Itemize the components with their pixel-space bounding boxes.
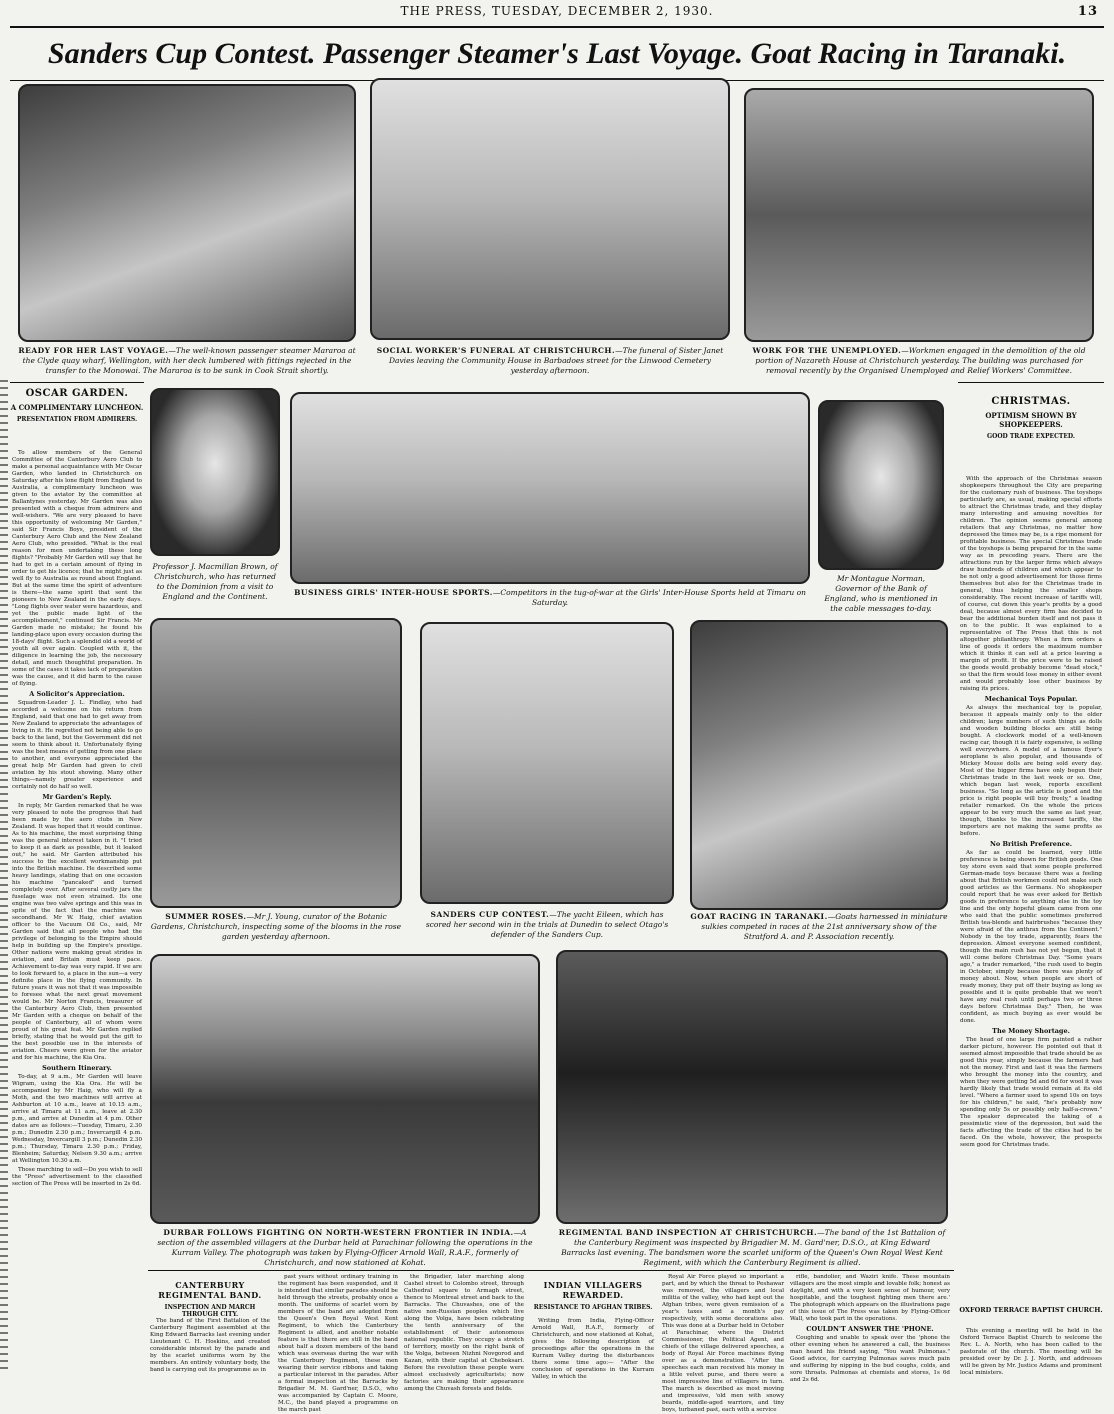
oscar-subtitle: A COMPLIMENTARY LUNCHEON.: [10, 403, 144, 412]
christmas-subtitle-2: GOOD TRADE EXPECTED.: [986, 433, 1076, 440]
goat-photo: [690, 620, 948, 910]
india-article-heading: [530, 1280, 656, 1311]
india-article-paragraph-3: rifle, bandolier, and Waziri knife. These mountain villagers are the most simple and lovable folk; honest as daylight, and with a very keen sense of humour, very hospitable, and the toughest fighting men there are.' The photograph which appears on the illustrations page of this issue of The Press was taken by Flying-Officer Wall, who took part in the operations.: [790, 1274, 950, 1322]
oxford-title: OXFORD TERRACE BAPTIST CHURCH.: [959, 1306, 1103, 1314]
india-article-paragraph-2: Royal Air Force played so important a part, and by which the threat to Peshawar was removed, the villagers and local militia of the valley, who had kept out the Afghan tribes, were given remission of a year's taxes and a month's pay respectively, with some decorations also. This was done at a Durbar held in October at Parachinar, where the District Commissioner, the Political Agent, and chiefs of the village delivered speeches, a body of Royal Air Force machines flying over as a demonstration. "After the speeches each man received his money in a little velvet purse, and there were a most impressive line of villagers in turn. The march is described as most moving and impressive, 'old men with snowy beards, middle-aged warriors, and tiny boys, turbaned past, each with a service: [662, 1274, 784, 1413]
oscar-paragraph-3: In reply, Mr Garden remarked that he was very pleased to note the progress that had been made by the aero clubs in New Zealand. It was hoped that it would continue. As to his machine, the most surprising thing was the general interest taken in it. "I tried to keep it as dark as possible, but it leaked out," he said. Mr Garden attributed his success to the excellent workmanship put into the British machine. He described some heavy landings, stating that on one occasion his machine "pancaked" and turned completely over. After several costly jars the fuselage was not even strained. Its one engine was two valve springs and this was in spite of the fact that the machine was secondhand. Mr W. Haig, chief aviation officer to the Vacuum Oil Co., said, Mr Garden said that all people who had the privilege of belonging to the Empire should help in building up the Empire's prestige. Other nations were making great strides in aviation, and Britain must keep pace. Achievement to-day was very rapid. If we are to look forward to, a place in the sun—a very definite place in the flying community. In future years it was not that it was impossible to foresee what the next great movement would be. Mr Norton Francis, treasurer of the Canterbury Aero Club, then presented Mr Garden with a cheque on behalf of the people of Canterbury, all of whom were proud of his great feat. Mr Garden replied briefly, stating that he would put the gift to the best possible use in the interests of aviation. Cheers were given for the aviator and for his machine, the Kia Ora.: [12, 803, 142, 1061]
roses-caption-title: SUMMER ROSES.: [165, 912, 247, 921]
band-article-subtitle: INSPECTION AND MARCH THROUGH CITY.: [164, 1304, 256, 1318]
band-article-heading: [148, 1280, 272, 1318]
right-column-rule: [958, 382, 1104, 383]
christmas-paragraph-2: As always the mechanical toy is popular, because it appeals mainly only to the older children; large numbers of such things as dolls and wooden building blocks are still being bought. A clockwork model of a well-known racing car, though it is fairly expensive, is selling well everywhere. A model of a famous flyer's aeroplane is also popular, and thousands of Mickey Mouse dolls are being sold every day. Most of the bigger firms have only begun their Christmas trade in the last week or so. One, which began last week, reports excellent business. "So long as the article is good and the price is right people will buy freely," a leading retailer remarked. On the whole the prices appear to be very much the same as last year, though, thanks to the increased tariffs, the importers are not making the same profits as before.: [960, 705, 1102, 837]
yacht-caption-title: SANDERS CUP CONTEST.: [430, 910, 550, 919]
india-article-paragraph-1: Writing from India, Flying-Officer Arnold Wall, R.A.F., formerly of Christchurch, and now stationed at Kohat, gives the following description of proceedings after the operations in the Kurram Valley during the disturbances there some time ago:— "After the conclusion of operations in the Kurram Valley, in which the: [532, 1318, 654, 1380]
goat-caption: [690, 912, 948, 942]
oscar-subhead-appreciation: A Solicitor's Appreciation.: [29, 690, 125, 698]
india-article-col-2: [662, 1274, 784, 1413]
band-article-col-3: [404, 1274, 524, 1392]
phone-ad-paragraph: Coughing and unable to speak over the 'phone the other evening when he answered a call, the business man heard his friend saying, "You want Pulmonas." Good advice, for carrying Pulmonas saves much pain and suffering by nipping in the bud coughs, colds, and sore throats. Pulmonas at chemists and stores, 1s 6d and 2s 6d.: [790, 1335, 950, 1383]
funeral-caption-title: SOCIAL WORKER'S FUNERAL AT CHRISTCHURCH.: [376, 346, 616, 355]
roses-caption: [150, 912, 402, 942]
steamer-caption: [18, 346, 356, 376]
band-article-col-1: [150, 1318, 270, 1374]
goat-caption-title: GOAT RACING IN TARANAKI.: [690, 912, 828, 921]
funeral-caption-text: —The funeral of Sister Janet Davies leaving the Community House in Barbadoes street for the Linwood Cemetery yesterday afternoon.: [388, 346, 724, 375]
oscar-article-body: [12, 450, 142, 1370]
band-article-paragraph-2: past years without ordinary training in the regiment has been suspended, and it is intended that similar parades should be held through the streets, probably once a month. The uniforms of scarlet worn by members of the band are adopted from the Queen's Own Royal West Kent Regiment, to which the Canterbury Regiment is allied, and another notable feature is that there are still in the band about half a dozen members of the band which was overseas during the war with the Canterbury Regiment, these men wearing their service ribbons and taking a particular interest in the parades. After a formal inspection at the Barracks by Brigadier M. M. Gard'ner, D.S.O., who was accompanied by Captain C. Moore, M.C., the band played a programme on the march past: [278, 1274, 398, 1413]
durbar-caption: [150, 1228, 540, 1268]
band-photo: [556, 950, 948, 1224]
steamer-caption-text: —The well-known passenger steamer Mararoa at the Clyde quay wharf, Wellington, with her deck lumbered with fittings rejected in the transfer to the Monowai. The Mararoa is to be sunk in Cook Strait shortly.: [22, 346, 356, 375]
masthead-text: THE PRESS, TUESDAY, DECEMBER 2, 1930.: [400, 4, 714, 18]
yacht-caption: [420, 910, 674, 940]
unemployed-caption: [744, 346, 1094, 376]
christmas-title: CHRISTMAS.: [991, 396, 1071, 407]
christmas-paragraph-4: The head of one large firm painted a rather darker picture, however. He pointed out that it seemed almost impossible that trade should be as good this year, simply because the farmers had not the money. First and last it was the farmers who brought the money into the country, and when they were getting 5d and 6d for wool it was hardly likely that trade would remain at its old level. "Where a farmer used to spend 10s on toys for his children," he said, "he's probably now spending only 5s or possibly only half-a-crown." The speaker deprecated the taking of a pessimistic view of the depression, but said the facts affecting the trade of the cities had to be faced. On the whole, however, the prospects seem good for Christmas trade.: [960, 1037, 1102, 1148]
goat-caption-text: —Goats harnessed in miniature sulkies competed in races at the 21st anniversary show of the Stratford A. and P. Association recently.: [701, 912, 948, 941]
brown-caption: [150, 562, 280, 602]
oscar-paragraph-5: Those marching to sell—Do you wish to sell the "Press" advertisement to the classified section of The Press will be inserted in 2s 6d.: [12, 1167, 142, 1187]
band-caption-title: REGIMENTAL BAND INSPECTION AT CHRISTCHURCH.: [558, 1228, 818, 1237]
christmas-subhead-money: The Money Shortage.: [992, 1027, 1070, 1035]
yacht-photo: [420, 622, 674, 904]
funeral-photo: [370, 78, 730, 340]
sports-photo: [290, 392, 810, 584]
oscar-subhead-itinerary: Southern Itinerary.: [42, 1064, 112, 1072]
india-article-title: INDIAN VILLAGERS REWARDED.: [543, 1280, 643, 1300]
oscar-paragraph-1: To allow members of the General Committee of the Canterbury Aero Club to make a personal acquaintance with Mr Oscar Garden, who landed in Christchurch on Saturday after his lone flight from England to Australia, a complimentary luncheon was given to the aviator by the committee at Ballantynes yesterday. Mr Garden was also presented with a cheque from admirers and well-wishers. "We are very pleased to have this opportunity of welcoming Mr Garden," said Sir Francis Boys, president of the Canterbury Aero Club and the New Zealand Aero Club, who presided. "What is the real reason for men undertaking these long flights? "Probably Mr Garden will say that he had to get in a certain amount of flying in order to get his licence; that he might just as well fly to Australia as round about England. But at the same time the spirit of adventure is there—the same spirit that sent the pioneers to New Zealand in the early days. "Long flights over water were hazardous, and yet the public made light of the accomplishment," continued Sir Francis. Mr Garden made no mistake; he found his landing-place upon every occasion during the 18-days' flight. Such a splendid old a world of youth all over again. Coupled with it, the diligence in learning the job, the necessary detail, and much thoughtful preparation. In some of the cases it takes lack of preparation was the cause, and it did harm to the cause of flying.: [12, 450, 142, 687]
durbar-caption-title: DURBAR FOLLOWS FIGHTING ON NORTH-WESTERN FRONTIER IN INDIA.: [163, 1228, 514, 1237]
oscar-heading: [10, 388, 144, 423]
oscar-subtitle-2: PRESENTATION FROM ADMIRERS.: [16, 416, 138, 423]
band-article-paragraph-3: the Brigadier, later marching along Cashel street to Colombo street, through Cathedral square to Armagh street, thence to Montreal street and back to the Barracks. The Chuvashes, one of the native non-Russian peoples which live along the Volga, have been celebrating the tenth anniversary of the establishment of their autonomous national republic. They occupy a stretch of territory, mostly on the right bank of the Volga, between Nizhni Novgorod and Kazan, with their capital at Cheboksari. Before the revolution these people were almost exclusively agriculturists; now factories are making their appearance among the Chuvash forests and fields.: [404, 1274, 524, 1392]
oxford-heading: [958, 1302, 1104, 1314]
sports-caption-text: —Competitors in the tug-of-war at the Girls' Inter-House Sports held at Timaru on Saturday.: [492, 588, 806, 607]
roses-photo: [150, 618, 402, 908]
christmas-paragraph-1: With the approach of the Christmas season shopkeepers throughout the City are preparing for the customary rush of business. The toyshops particularly are, as usual, making special efforts to attract the Christmas trade, and they display many interesting and amusing novelties for children. The opinion seems general among retailers that any Christmas, no matter how depressed the times may be, is a ripe moment for profitable business. The special Christmas trade of the toyshops is being prepared for in the same way as in preceding years. There are the attractions run by the larger firms which always draw hundreds of children and which appear to be not only a good advertisement for those firms themselves but also for the Christmas trade in general, thus helping the smaller shops considerably. The recent increase of tariffs will, of course, cut down this year's profits by a good deal, because almost every firm has decided to bear the additional burden itself and not pass it on to the public. It was explained to a representative of The Press that this is not altogether philanthropy. When a firm orders a line of goods it orders the maximum number which it thinks it can sell at a price leaving a margin of profit. If the price were to be raised the goods would probably become "dead stock," so that the firm would lose money in either event and would probably lose other business by raising its prices.: [960, 476, 1102, 692]
norman-caption: [818, 574, 944, 614]
christmas-paragraph-3: As far as could be learned, very little preference is being shown for British goods. One toy store even said that some people preferred German-made toys because there was a feeling about that British workmen could not make such good articles as the Germans. No shopkeeper could report that he was ever asked for British goods in preference to anything else in the toy line and the only hopeful gleam came from one who said that the public sometimes preferred British tea-blends and hairbrushes "because they were afraid of the anthrax from the Continent." Nobody in the toy trade, apparently, fears the depression. Almost everyone seemed confident, though the main rush has not yet begun, that it will come before Christmas Day. "Some years ago," a trader remarked, "the rush used to begin in October, simply because there was plenty of money about. Now, when people are short of ready money, they put off their buying as long as possible and it is quite probable that we won't have any real rush until perhaps two or three days before Christmas Day." Then, he was confident, as much buying as ever would be done.: [960, 850, 1102, 1024]
page-edge-fragment: [0, 380, 8, 1370]
yacht-caption-text: —The yacht Eileen, which has scored her second win in the trials at Dunedin to select Otago's defender of the Sanders Cup.: [425, 910, 669, 939]
oscar-paragraph-2: Squadron-Leader J. L. Findlay, who had accorded a welcome on his return from England, said that one had to get away from New Zealand to appreciate the advantages of living in it. He regretted not being able to go back to the land, but the Government did not seem to think about it. Unfortunately flying was the best means of getting from one place to another, and everyone appreciated the great help Mr Garden had given to civil aviation by his stout showing. Many other things—namely greater experience and certainly not do half so well.: [12, 700, 142, 790]
page-number: 13: [1077, 4, 1098, 19]
masthead: [10, 4, 1104, 20]
christmas-article-body: [960, 476, 1102, 1196]
band-article-col-2: [278, 1274, 398, 1413]
sports-caption: [290, 588, 810, 608]
funeral-caption: [370, 346, 730, 376]
oxford-article-body: [960, 1328, 1102, 1374]
india-article-col-1: [532, 1318, 654, 1380]
unemployed-caption-text: —Workmen engaged in the demolition of the old portion of Nazareth House at Christchurch yesterday. The building was purchased for removal recently by the Organised Unemployed and Relief Workers' Committee.: [755, 346, 1086, 375]
durbar-photo: [150, 954, 540, 1224]
india-article-subtitle: RESISTANCE TO AFGHAN TRIBES.: [533, 1304, 653, 1311]
page-headline: Sanders Cup Contest. Passenger Steamer's Last Voyage. Goat Racing in Taranaki.: [10, 26, 1104, 81]
christmas-subhead-british: No British Preference.: [989, 840, 1073, 848]
christmas-heading: [958, 396, 1104, 440]
left-column-rule: [10, 382, 144, 383]
india-article-col-3: [790, 1274, 950, 1383]
oscar-title: OSCAR GARDEN.: [25, 388, 129, 399]
unemployed-photo: [744, 88, 1094, 342]
oxford-paragraph: This evening a meeting will be held in the Oxford Terrace Baptist Church to welcome the Rev. L. A. North, who has been called to the pastorate of the church. The meeting will be presided over by Dr. J. J. North, and addresses will be given by Mr. Justice Adams and prominent local ministers.: [960, 1328, 1102, 1376]
band-caption: [556, 1228, 948, 1268]
norman-caption-text: Mr Montague Norman, Governor of the Bank of England, who is mentioned in the cable messages to-day.: [824, 574, 938, 613]
brown-portrait-photo: [150, 388, 280, 556]
steamer-photo: [18, 84, 356, 342]
band-article-paragraph-1: The band of the First Battalion of the Canterbury Regiment assembled at the King Edward Barracks last evening under Lieutenant C. H. Hoskins, and created considerable interest by the parade and by the scarlet uniforms worn by the members. An entirely voluntary body, the band is carrying out its programme as in: [150, 1318, 270, 1373]
oscar-paragraph-4: To-day, at 9 a.m., Mr Garden will leave Wigram, using the Kia Ora. He will be accompanied by Mr Haig, who will fly a Moth, and the two machines will arrive at Ashburton at 10 a.m., leave at 10.15 a.m., arrive at Timaru at 11 a.m., leave at 2.30 p.m., and arrive at Dunedin at 4 p.m. Other dates are as follows:—Tuesday, Timaru, 2.30 p.m.; Dunedin 2.30 p.m.; Invercargill 4 p.m. Wednesday, Invercargill 3 p.m.; Dunedin 2.30 p.m.; Thursday, Timaru 2.30 p.m.; Friday, Blenheim; Saturday, Nelson 9.30 a.m.; arrive at Wellington 10.30 a.m.: [12, 1074, 142, 1164]
brown-caption-text: Professor J. Macmillan Brown, of Christchurch, who has returned to the Dominion from a visit to England and the Continent.: [152, 562, 278, 601]
steamer-caption-title: READY FOR HER LAST VOYAGE.: [18, 346, 169, 355]
durbar-caption-text: —A section of the assembled villagers at the Durbar held at Parachinar following the operations in the Kurram Valley. The photograph was taken by Flying-Officer Arnold Wall, R.A.F., formerly of Christchurch, and now stationed at Kohat.: [157, 1228, 533, 1267]
norman-portrait-photo: [818, 400, 944, 570]
sports-caption-title: BUSINESS GIRLS' INTER-HOUSE SPORTS.: [294, 588, 493, 597]
unemployed-caption-title: WORK FOR THE UNEMPLOYED.: [752, 346, 902, 355]
phone-ad-heading: COULDN'T ANSWER THE 'PHONE.: [806, 1325, 934, 1333]
oscar-subhead-reply: Mr Garden's Reply.: [42, 793, 112, 801]
band-article-title: CANTERBURY REGIMENTAL BAND.: [158, 1280, 262, 1300]
roses-caption-text: —Mr J. Young, curator of the Botanic Gardens, Christchurch, inspecting some of the blooms in the rose garden yesterday afternoon.: [150, 912, 402, 941]
band-caption-text: —The band of the 1st Battalion of the Canterbury Regiment was inspected by Brigadier M. M. Gard'ner, D.S.O., at King Edward Barracks last evening. The bandsmen wore the scarlet uniform of the Queen's Own Royal West Kent Regiment, with which the Canterbury Regiment is allied.: [561, 1228, 946, 1267]
christmas-subhead-toys: Mechanical Toys Popular.: [984, 695, 1078, 703]
christmas-subtitle: OPTIMISM SHOWN BY SHOPKEEPERS.: [985, 411, 1077, 429]
bottom-section-rule: [148, 1270, 954, 1271]
